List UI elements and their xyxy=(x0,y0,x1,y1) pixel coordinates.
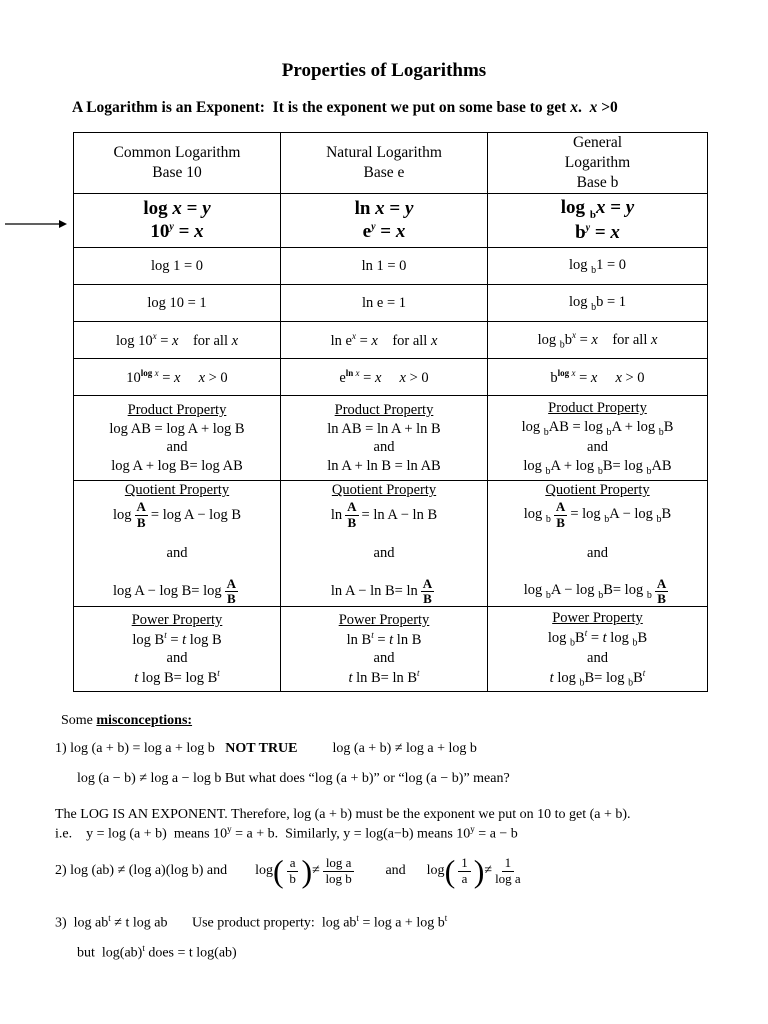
fraction: $\frac{A}{B}$ xyxy=(347,499,357,530)
product-label: Product Property xyxy=(334,401,434,418)
log-base-general: log $_b$b = 1 xyxy=(488,285,708,322)
header-natural-title: Natural Logarithm xyxy=(326,144,442,162)
quotient-formula: ln $\frac{A}{B}$ = ln A − ln B xyxy=(330,499,438,530)
log-base-row xyxy=(74,285,708,322)
quotient-common xyxy=(74,481,281,607)
quotient-row xyxy=(74,481,708,607)
log-base-natural: ln e = 1 xyxy=(281,285,488,322)
product-row xyxy=(74,396,708,481)
power-label: Power Property xyxy=(131,611,223,628)
header-general-subtitle: Logarithm xyxy=(564,154,631,172)
definition-natural: ln x = y $e^y = x$ xyxy=(281,194,488,248)
definition-general: log $_b$x = y $b^y = x$ xyxy=(488,194,708,248)
quotient-label: Quotient Property xyxy=(124,482,230,499)
inverse1-common: $\log 10^x = x$ for all x xyxy=(74,322,281,359)
note-3: 3) $\log ab^t \ne t$ log ab Use product property: $\log ab^t = \log a + \log b^t$ xyxy=(55,913,448,931)
power-formula: t $\ln B= \ln B^t$ xyxy=(348,668,420,686)
note-exponent-example: i.e. y = log (a + b) means $10^y = a + b$. Similarly, y = log(a−b) means $10^y = a - b$ xyxy=(55,824,518,842)
product-general xyxy=(488,396,708,481)
header-general xyxy=(488,133,708,194)
and-text: and xyxy=(587,544,608,561)
header-common-base: Base 10 xyxy=(152,164,202,182)
product-label: Product Property xyxy=(127,401,227,418)
header-common xyxy=(74,133,281,194)
quotient-label: Quotient Property xyxy=(545,482,650,499)
fraction: $\frac{A}{B}$ xyxy=(136,499,146,530)
log-base-common: log 10 = 1 xyxy=(74,285,281,322)
definition-row xyxy=(74,194,708,248)
and-text: and xyxy=(373,650,395,667)
header-common-title: Common Logarithm xyxy=(113,144,241,162)
and-text: and xyxy=(587,439,608,456)
product-formula: log A + log B= log AB xyxy=(111,458,243,475)
log-one-general: log $_b$1 = 0 xyxy=(488,248,708,285)
product-formula: ln AB = ln A + ln B xyxy=(327,420,441,437)
product-formula: ln A + ln B = ln AB xyxy=(327,458,441,475)
note-1-continued: log (a − b) ≠ log a − log b But what does “log (a + b)” or “log (a − b)” mean? xyxy=(77,771,510,786)
fraction: $\frac{A}{B}$ xyxy=(555,499,566,530)
product-formula: log $_b$A + log $_b$B= log $_b$AB xyxy=(523,458,672,478)
quotient-formula: log $_b$A − log $_b$B= log $_b$ $\frac{A}{B}$ xyxy=(523,575,667,606)
power-formula: t $\log B= \log B^t$ xyxy=(134,668,220,686)
header-natural xyxy=(281,133,488,194)
power-row xyxy=(74,607,708,692)
power-label: Power Property xyxy=(338,611,430,628)
power-formula: t $\log _bB= \log _bB^t$ xyxy=(549,668,646,689)
power-general xyxy=(488,607,708,692)
inverse2-common: $10^{log x} = x$ x > 0 xyxy=(74,359,281,396)
log-one-natural: ln 1 = 0 xyxy=(281,248,488,285)
page-title: Properties of Logarithms xyxy=(281,60,487,81)
note-1: 1) log (a + b) = log a + log b NOT TRUE log (a + b) ≠ log a + log b xyxy=(55,741,477,756)
and-text: and xyxy=(373,439,395,456)
fraction: $\frac{A}{B}$ xyxy=(422,575,433,606)
header-row xyxy=(74,133,708,194)
quotient-formula: log $\frac{A}{B}$ = log A − log B xyxy=(112,499,241,530)
and-text: and xyxy=(166,650,188,667)
fraction: $\frac{A}{B}$ xyxy=(226,575,236,606)
log-one-row xyxy=(74,248,708,285)
product-label: Product Property xyxy=(548,399,647,416)
quotient-general xyxy=(488,481,708,607)
inverse-row-2 xyxy=(74,359,708,396)
and-text: and xyxy=(587,650,608,667)
power-natural xyxy=(281,607,488,692)
note-3-continued: but log(ab)$^t$ does = t log(ab) xyxy=(77,943,237,961)
inverse-row-1 xyxy=(74,322,708,359)
properties-table xyxy=(73,132,708,692)
power-formula: $\log _bB^t = t$ log $_b$B xyxy=(547,627,648,649)
quotient-formula: ln A − ln B= ln $\frac{A}{B}$ xyxy=(330,575,433,606)
fraction: $\frac{A}{B}$ xyxy=(656,575,667,606)
product-formula: log AB = log A + log B xyxy=(109,420,245,437)
note-2: 2) log (ab) ≠ (log a)(log b) and log ( a b ) ≠ log a log b and log ( 1 a ) ≠ 1 log a xyxy=(55,853,521,889)
log-one-common: log 1 = 0 xyxy=(74,248,281,285)
inverse2-general: $b^{log x} = x$ x > 0 xyxy=(488,359,708,396)
and-text: and xyxy=(166,439,188,456)
inverse1-general: $\log _bb^x = x$ for all x xyxy=(488,322,708,359)
header-general-base: Base b xyxy=(576,174,619,192)
inverse2-natural: $e^{ln x} = x$ x > 0 xyxy=(281,359,488,396)
power-formula: $\log B^t = t$ log B xyxy=(132,629,222,648)
and-text: and xyxy=(373,544,395,561)
quotient-formula: log A − log B= log $\frac{A}{B}$ xyxy=(113,575,236,606)
note-exponent-text: The LOG IS AN EXPONENT. Therefore, log (a + b) must be the exponent we put on 10 to get (a + b). xyxy=(55,807,631,822)
quotient-natural xyxy=(281,481,488,607)
misconceptions-heading: Some misconceptions: xyxy=(61,713,193,728)
power-formula: $\ln B^t = t$ ln B xyxy=(346,629,422,648)
quotient-label: Quotient Property xyxy=(331,482,437,499)
product-natural xyxy=(281,396,488,481)
product-common xyxy=(74,396,281,481)
quotient-formula: log $_b$ $\frac{A}{B}$ = log $_b$A − log $_b$B xyxy=(523,499,672,530)
power-label: Power Property xyxy=(552,609,643,626)
definition-common: log x = y $10^y = x$ xyxy=(74,194,281,248)
power-common xyxy=(74,607,281,692)
intro-line: A Logarithm is an Exponent: It is the exponent we put on some base to get x. x >0 xyxy=(72,99,618,116)
arrow-right-icon xyxy=(5,218,67,230)
and-text: and xyxy=(166,544,188,561)
product-formula: log $_b$AB = log $_b$A + log $_b$B xyxy=(521,418,674,438)
inverse1-natural: $\ln e^x = x$ for all x xyxy=(281,322,488,359)
header-natural-base: Base e xyxy=(363,164,405,182)
header-general-title: General xyxy=(572,134,623,151)
